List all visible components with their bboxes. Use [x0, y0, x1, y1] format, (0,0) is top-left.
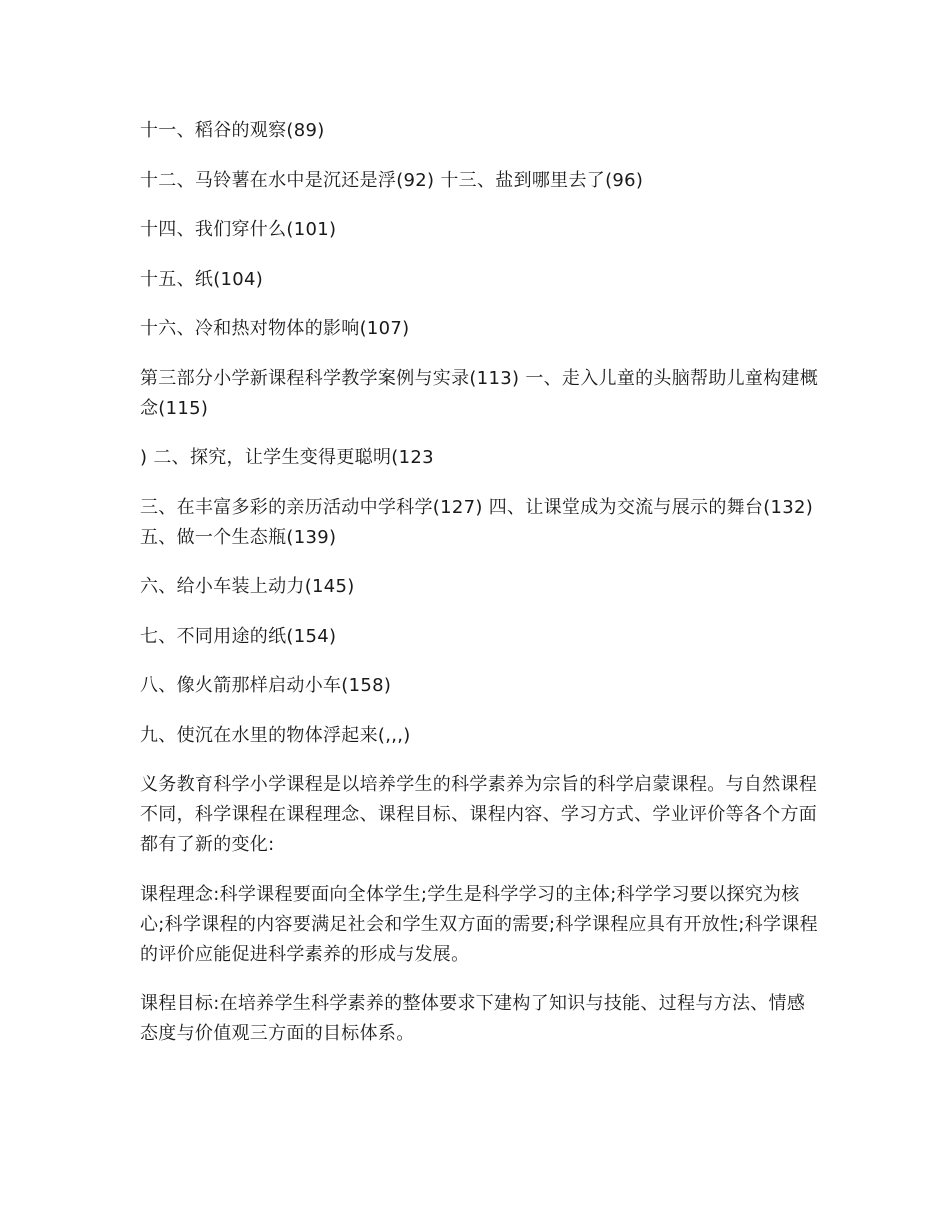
toc-entry-part3-2: ) 二、探究，让学生变得更聪明(123 — [140, 447, 434, 468]
body-paragraph-intro: 义务教育科学小学课程是以培养学生的科学素养为宗旨的科学启蒙课程。与自然课程不同，科学课程在课程理念、课程目标、课程内容、学习方式、学业评价等各个方面都有了新的变化: — [140, 774, 818, 855]
toc-entry-part3-9: 九、使沉在水里的物体浮起来(,,,) — [140, 724, 411, 746]
body-paragraph-course-goals: 课程目标:在培养学生科学素养的整体要求下建构了知识与技能、过程与方法、情感态度与价值观三方面的目标体系。 — [140, 993, 806, 1044]
toc-part-3-entry-1: 第三部分小学新课程科学教学案例与实录(113) 一、走入儿童的头脑帮助儿童构建概念(115) — [140, 367, 819, 419]
document-page — [140, 116, 820, 1069]
toc-entry-part3-3-5: 三、在丰富多彩的亲历活动中学科学(127) 四、让课堂成为交流与展示的舞台(132) 五、做一个生态瓶(139) — [140, 496, 820, 548]
toc-entry-15: 十五、纸(104) — [140, 268, 264, 290]
toc-entry-14: 十四、我们穿什么(101) — [140, 219, 337, 240]
toc-entry-part3-8: 八、像火箭那样启动小车(158) — [140, 675, 392, 696]
body-paragraph-course-concept: 课程理念:科学课程要面向全体学生;学生是科学学习的主体;科学学习要以探究为核心;科学课程的内容要满足社会和学生双方面的需要;科学课程应具有开放性;科学课程的评价应能促进科学素养的形成与发展。 — [140, 883, 818, 965]
toc-entry-part3-6: 六、给小车装上动力(145) — [140, 576, 355, 597]
toc-entry-16: 十六、冷和热对物体的影响(107) — [140, 318, 410, 339]
toc-entry-part3-7: 七、不同用途的纸(154) — [140, 625, 337, 647]
toc-entry-11: 十一、稻谷的观察(89) — [140, 120, 325, 141]
toc-entry-12-13: 十二、马铃薯在水中是沉还是浮(92) 十三、盐到哪里去了(96) — [140, 169, 644, 191]
